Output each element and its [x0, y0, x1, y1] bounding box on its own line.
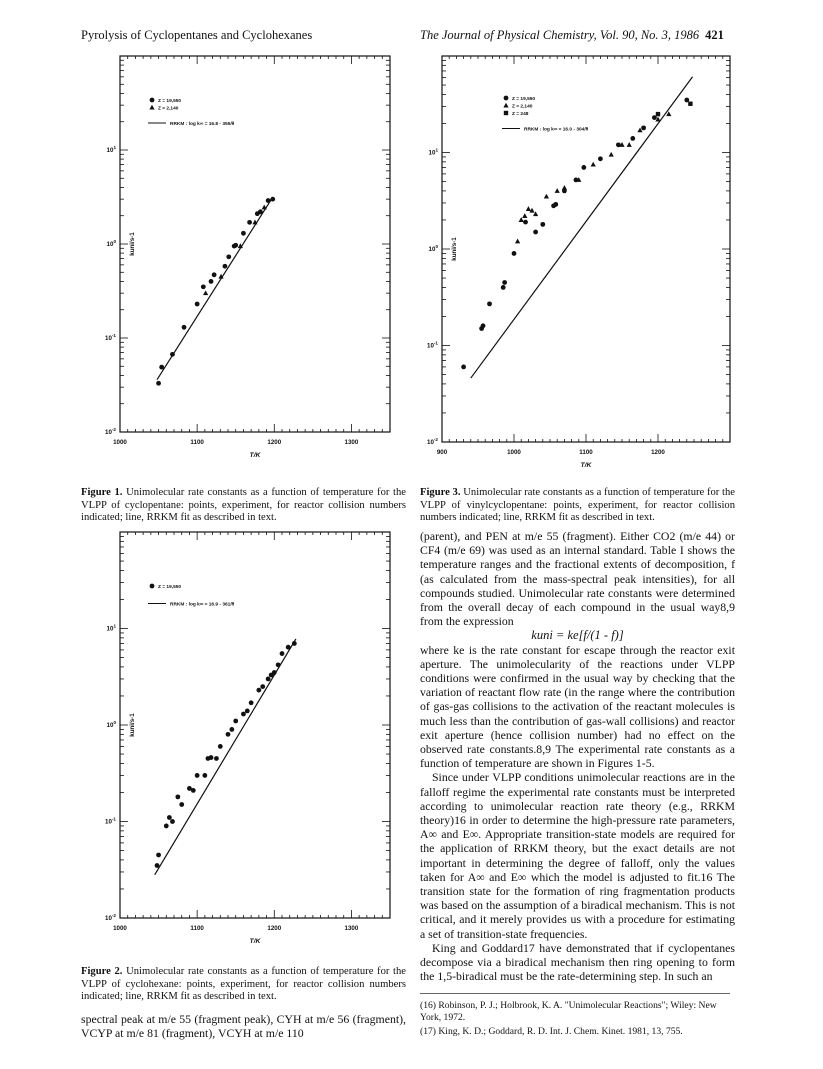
y-tick-label: $10^{-1}$: [427, 340, 438, 350]
data-point-circle: [553, 202, 558, 207]
y-tick-label: $10^{-1}$: [105, 333, 116, 342]
data-point-circle: [164, 824, 169, 829]
data-point-triangle: [203, 290, 208, 295]
data-point-circle: [212, 272, 217, 277]
right-column-text: [420, 529, 735, 984]
data-point-circle: [229, 727, 234, 732]
figure-2-chart: [100, 528, 400, 958]
legend-label: Z = 19,550: [158, 585, 182, 590]
x-tick-label: 1000: [113, 439, 127, 446]
legend: [148, 98, 235, 127]
x-tick-label: 1300: [344, 439, 359, 446]
figure-1-chart: [100, 52, 400, 472]
plot-frame: [442, 56, 730, 442]
data-point-square: [688, 102, 692, 106]
data-point-circle: [598, 156, 603, 161]
plot-frame: [120, 56, 390, 432]
y-tick-label: $10^1$: [106, 145, 116, 154]
data-point-circle: [512, 251, 517, 256]
data-point-circle: [247, 220, 252, 225]
data-point-circle: [223, 264, 228, 269]
data-point-circle: [156, 381, 161, 386]
footnote-rule: [420, 993, 730, 994]
y-tick-label: $10^0$: [106, 239, 116, 248]
data-point-triangle: [522, 213, 527, 218]
y-axis-label: kuni/s-1: [129, 713, 136, 737]
data-point-circle: [540, 222, 545, 227]
y-tick-label: $10^1$: [428, 147, 438, 157]
x-tick-label: 1000: [113, 925, 127, 932]
y-axis-label: kuni/s-1: [451, 237, 458, 261]
legend-label: Z = 19,550: [158, 99, 182, 104]
x-axis-label: T/K: [580, 462, 592, 469]
legend-marker-circle: [150, 584, 155, 589]
figure-2-caption: [81, 966, 406, 1004]
legend: [502, 96, 589, 133]
data-point-circle: [179, 802, 184, 807]
footnote-16: (16) Robinson, P. J.; Holbrook, K. A. "Unimolecular Reactions"; Wiley: New York, 1972.: [420, 1000, 717, 1023]
data-point-circle: [191, 788, 196, 793]
data-layer: [155, 639, 297, 875]
data-point-circle: [209, 279, 214, 284]
legend-label: RRKM : log k∞ = 16.8 - 355/θ: [170, 122, 235, 127]
rrkm-fit-line: [155, 639, 296, 875]
page-number: 421: [705, 28, 724, 42]
data-point-circle: [226, 732, 231, 737]
data-point-circle: [233, 243, 238, 248]
legend-label: Z = 19,550: [512, 97, 536, 102]
data-point-triangle: [591, 162, 596, 167]
data-point-circle: [202, 773, 207, 778]
data-point-circle: [249, 700, 254, 705]
legend-marker-triangle: [503, 103, 508, 108]
data-point-circle: [481, 323, 486, 328]
y-tick-label: $10^{-2}$: [105, 913, 116, 922]
figure-3-chart: [420, 52, 740, 482]
legend-marker-square: [504, 111, 508, 115]
data-point-circle: [226, 254, 231, 259]
figure-2-label: Figure 2.: [81, 966, 123, 977]
legend-label: RRKM : log k∞ = 16.0 - 304/θ: [524, 127, 589, 133]
data-point-circle: [241, 231, 246, 236]
left-paragraph: spectral peak at m/e 55 (fragment peak), CYH at m/e 56 (fragment), VCYP at m/e 81 (fragment), VCYH at m/e 110: [81, 1012, 406, 1041]
data-point-circle: [218, 744, 223, 749]
data-point-triangle: [627, 142, 632, 147]
figure-1-label: Figure 1.: [81, 487, 123, 498]
axis-ticks: [120, 56, 390, 432]
x-tick-label: 1300: [344, 925, 359, 932]
legend-label: Z = 248: [512, 112, 529, 117]
journal-header: [420, 28, 724, 43]
data-point-circle: [641, 125, 646, 130]
data-point-circle: [175, 794, 180, 799]
data-point-circle: [156, 853, 161, 858]
y-tick-label: $10^0$: [428, 244, 438, 253]
data-point-triangle: [526, 206, 531, 211]
x-tick-label: 1200: [651, 449, 665, 456]
rate-equation: kuni = ke[f/(1 - f)]: [531, 628, 624, 643]
figure-3-caption-text: Unimolecular rate constants as a function of temperature for the VLPP of vinylcyclopentane: points, experiment, for reactor collision numbers indicated; line, RRKM fit as described in text.: [420, 487, 736, 523]
paragraph-1: (parent), and PEN at m/e 55 (fragment). Either CO2 (m/e 44) or CF4 (m/e 69) was used as an internal standard. Table I shows the temperature ranges and the fractional extents of decomposition, f (as calculated from the mass-spectral peak intensities), for all compounds studied. Unimolecular rate constants were determined from the overall decay of each compound in the usual way8,9 from the expression: [420, 529, 735, 629]
running-header: Pyrolysis of Cyclopentanes and Cyclohexanes: [81, 28, 313, 42]
paragraph-2: where ke is the rate constant for escape through the reactor exit aperture. The unimolecularity of the reactions under VLPP conditions were confirmed in the usual way by checking that the variation of reactant flow rate (in the range where the contribution of gas-gas collisions to the activation of the reactant molecules is much less than the contribution of gas-wall collisions) and reactor exit aperture (hence collision number) had no effect on the observed rate constants.8,9 The experimental rate constants as a function of temperature are shown in Figures 1-5.: [420, 642, 735, 771]
data-point-triangle: [515, 239, 520, 244]
data-point-circle: [533, 230, 538, 235]
x-axis-label: T/K: [249, 452, 261, 459]
data-point-circle: [201, 284, 206, 289]
data-point-circle: [182, 325, 187, 330]
data-point-circle: [260, 684, 265, 689]
figure-1-caption-text: Unimolecular rate constants as a function of temperature for the VLPP of cyclopentane: points, experiment, for reactor collision numbers indicated; line, RRKM fit as described in text.: [81, 487, 406, 523]
data-point-square: [656, 112, 660, 116]
data-point-circle: [170, 819, 175, 824]
footnote-17: (17) King, K. D.; Goddard, R. D. Int. J. Chem. Kinet. 1981, 13, 755.: [420, 1026, 683, 1037]
x-axis-label: T/K: [249, 938, 261, 945]
paragraph-3: Since under VLPP conditions unimolecular reactions are in the falloff regime the experimental rate constants must be interpreted according to unimolecular reaction rate theory (e.g., RRKM theory)16 in order to determine the high-pressure rate parameters, A∞ and E∞. Appropriate transition-state models are required for the application of RRKM theory, but the exact details are not important in determining the degree of falloff, only the values taken for A∞ and E∞ which the model is adjusted to fit.16 The transition state for the formation of ring fragmentation products was based on the assumption of a biradical mechanism. This is not critical, and it merely provides us with a procedure for estimating a set of transition-state frequencies.: [420, 770, 735, 941]
data-point-circle: [241, 712, 246, 717]
legend: [148, 584, 235, 608]
data-point-circle: [167, 815, 172, 820]
paragraph-4: King and Goddard17 have demonstrated that if cyclopentanes decompose via a biradical mechanism then ring opening to form the 1,5-biradical must be the rate-determining step. In such an: [420, 940, 735, 984]
data-point-circle: [245, 708, 250, 713]
data-point-circle: [195, 773, 200, 778]
legend-label: Z = 2,140: [158, 106, 179, 112]
data-point-circle: [501, 285, 506, 290]
x-tick-label: 1100: [190, 925, 204, 932]
legend-marker-circle: [150, 98, 155, 103]
y-axis-label: kuni/s-1: [129, 232, 136, 256]
data-point-circle: [487, 301, 492, 306]
figure-3-label: Figure 3.: [420, 487, 461, 498]
y-tick-label: $10^0$: [106, 720, 116, 729]
data-point-circle: [209, 755, 214, 760]
rrkm-fit-line: [471, 77, 693, 378]
data-point-triangle: [609, 152, 614, 157]
data-point-circle: [502, 280, 507, 285]
data-point-circle: [266, 677, 271, 682]
y-tick-label: $10^{-1}$: [105, 816, 116, 826]
figure-3-caption: [420, 487, 735, 525]
y-tick-label: $10^{-2}$: [427, 437, 438, 446]
x-tick-label: 1000: [507, 449, 521, 456]
data-point-triangle: [544, 194, 549, 199]
data-layer: [461, 77, 692, 378]
data-point-circle: [523, 220, 528, 225]
legend-label: Z = 2,140: [512, 104, 533, 110]
x-tick-label: 1200: [267, 925, 282, 932]
data-point-circle: [630, 136, 635, 141]
legend-label: RRKM : log k∞ = 16.9 - 361/θ: [170, 602, 235, 608]
x-tick-label: 1100: [190, 439, 204, 446]
data-point-circle: [214, 756, 219, 761]
data-point-circle: [256, 688, 261, 693]
rrkm-fit-line: [157, 197, 273, 380]
axis-ticks: [442, 56, 730, 442]
x-tick-label: 900: [436, 449, 448, 456]
journal-citation: The Journal of Physical Chemistry, Vol. 90, No. 3, 1986: [420, 28, 700, 42]
y-tick-label: $10^{-2}$: [105, 427, 116, 436]
data-point-circle: [233, 719, 238, 724]
x-tick-label: 1200: [267, 439, 282, 446]
data-point-circle: [581, 165, 586, 170]
data-point-triangle: [555, 188, 560, 193]
data-point-circle: [280, 651, 285, 656]
data-layer: [156, 197, 275, 386]
y-tick-label: $10^1$: [106, 623, 116, 633]
figure-1-caption: [81, 487, 406, 525]
data-point-circle: [195, 302, 200, 307]
data-point-triangle: [562, 185, 567, 190]
x-tick-label: 1100: [579, 449, 593, 456]
data-point-circle: [461, 365, 466, 370]
legend-marker-triangle: [149, 105, 154, 110]
legend-marker-circle: [504, 96, 509, 101]
figure-2-caption-text: Unimolecular rate constants as a function of temperature for the VLPP of cyclohexane: points, experiment, for reactor collision numbers indicated; line, RRKM fit as described in text.: [81, 966, 406, 1002]
left-column-text: [81, 1012, 406, 1040]
